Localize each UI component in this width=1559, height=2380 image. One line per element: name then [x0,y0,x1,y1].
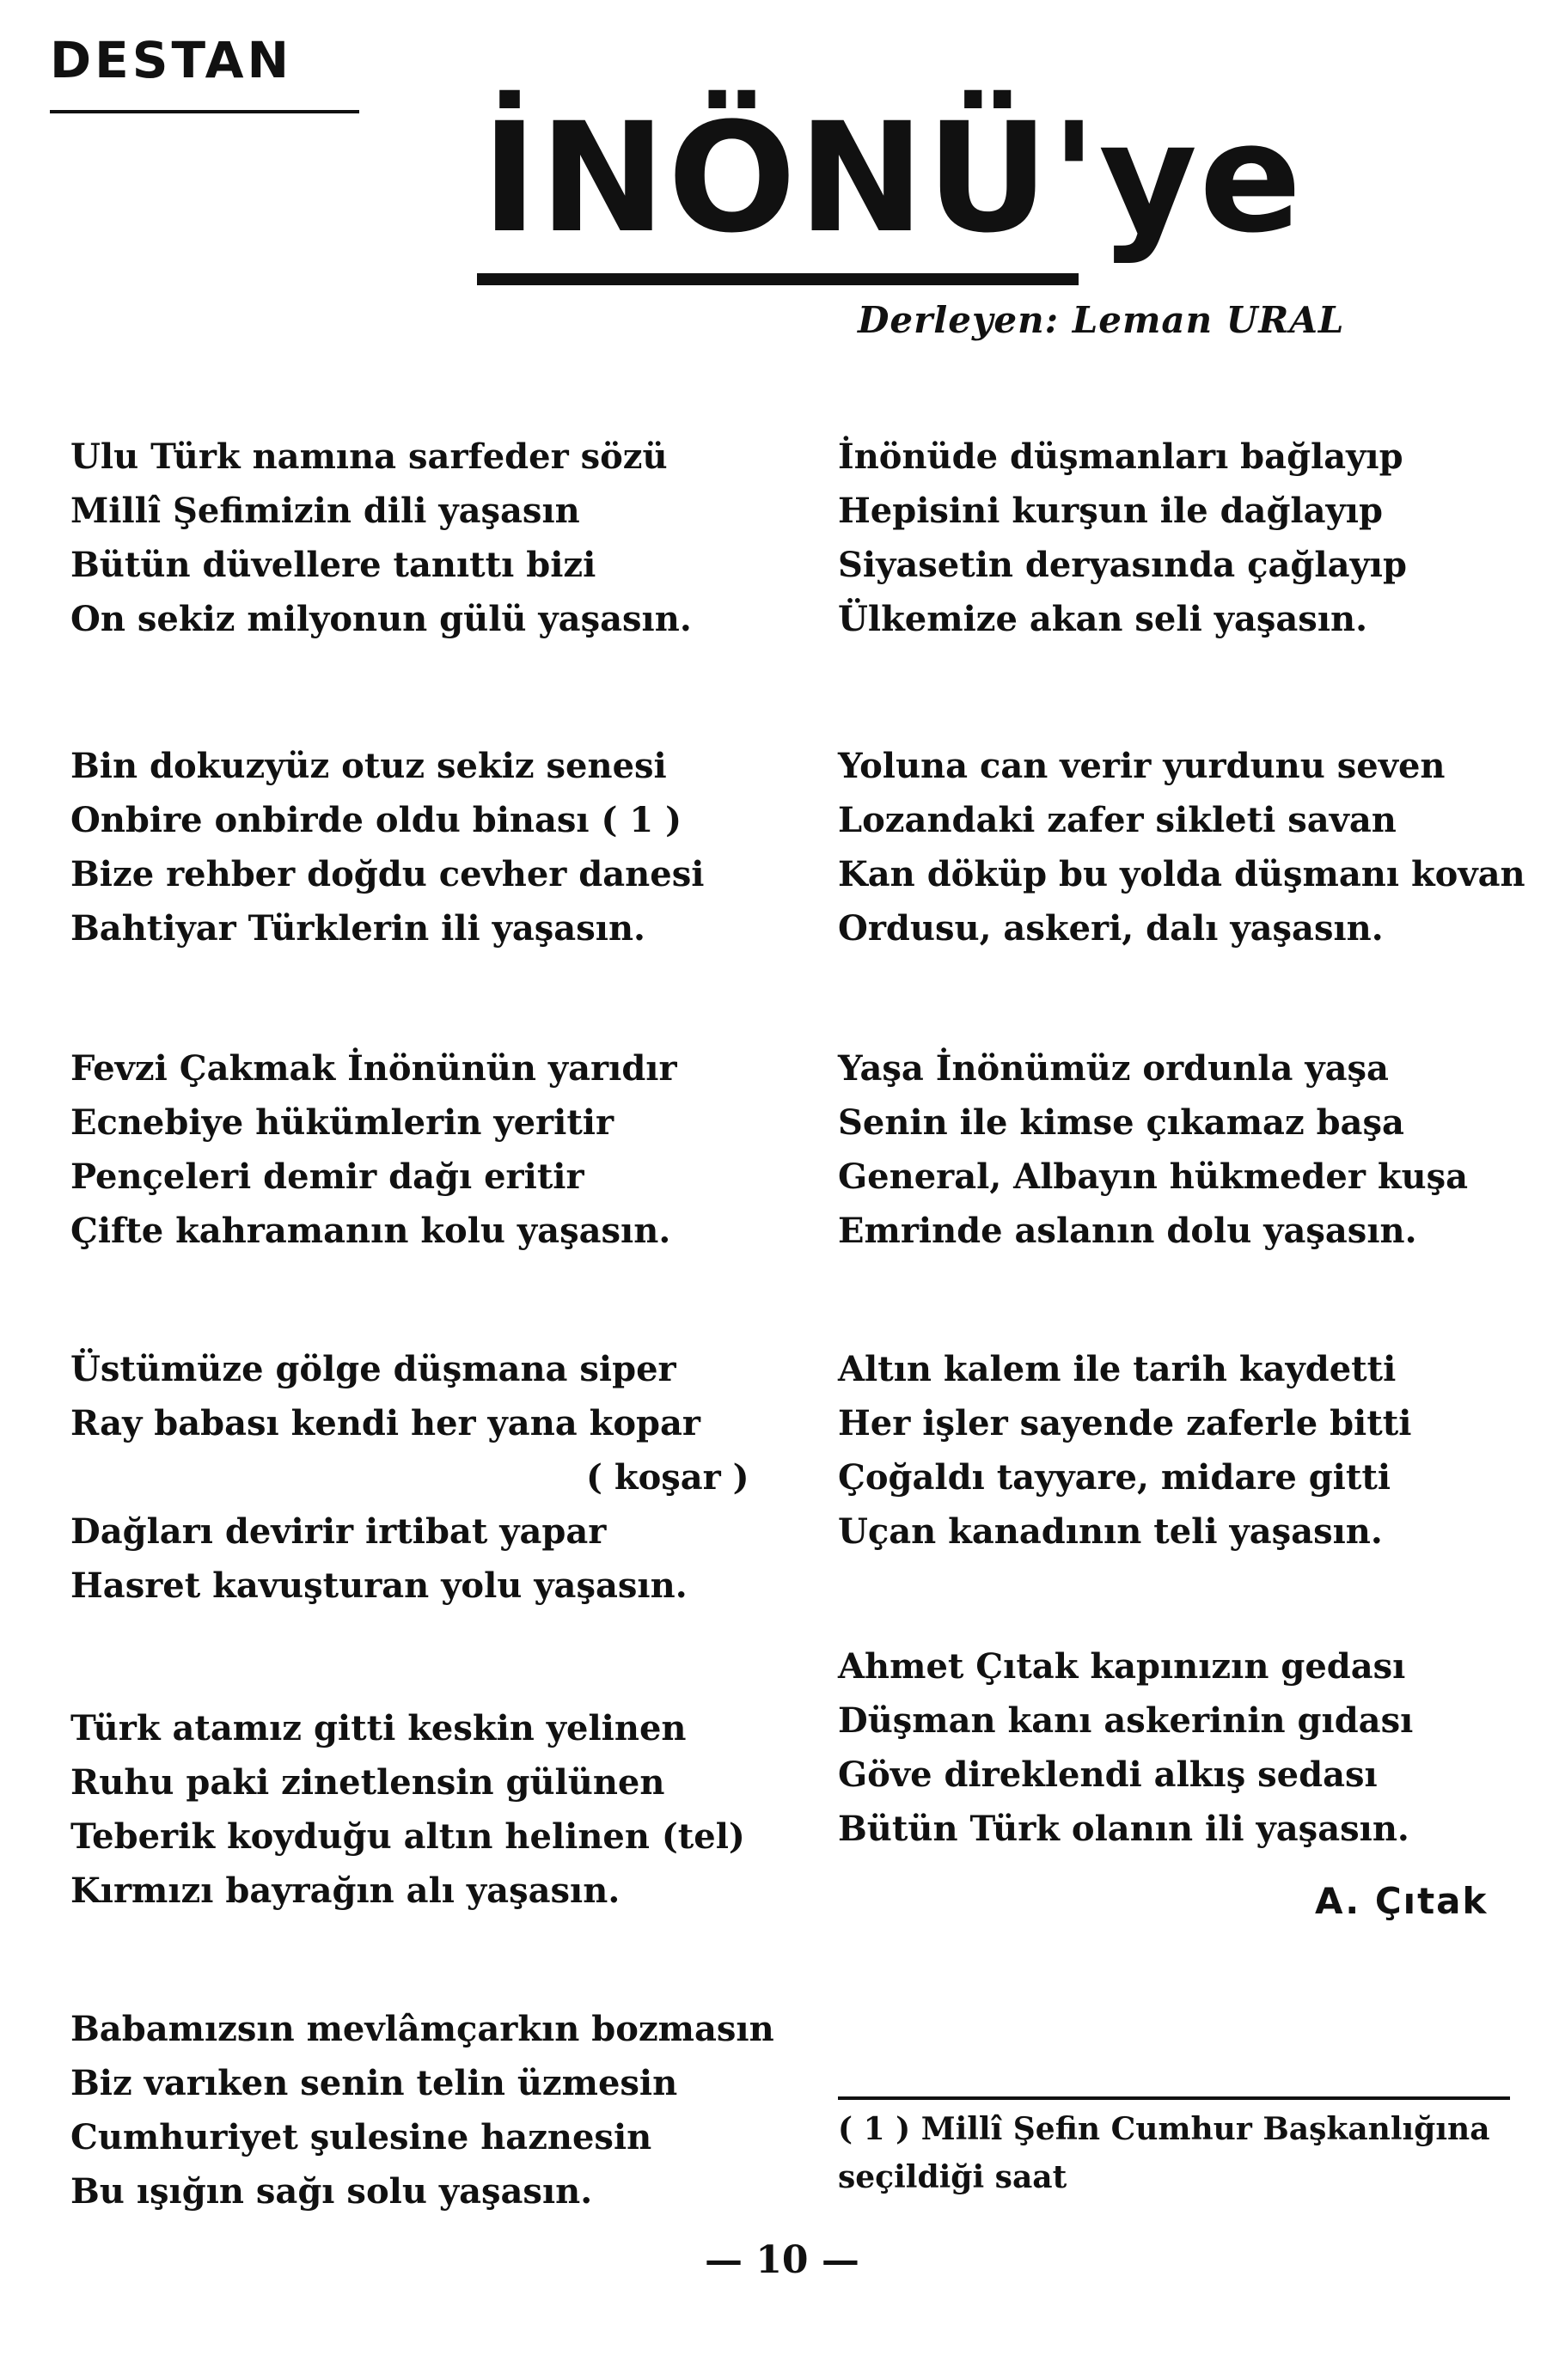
verse-line: Düşman kanı askerinin gıdası [838,1700,1414,1741]
verse-line: Kan döküp bu yolda düşmanı kovan [838,854,1525,894]
verse-line: Bize rehber doğdu cevher danesi [70,854,705,894]
stanza [70,1041,792,1258]
verse-line: Pençeleri demir dağı eritir [70,1156,584,1197]
author-signature: A. Çıtak [1315,1880,1489,1922]
verse-line: Uçan kanadının teli yaşasın. [838,1511,1383,1552]
verse-line: Emrinde aslanın dolu yaşasın. [838,1211,1417,1251]
verse-line: Kırmızı bayrağın alı yaşasın. [70,1870,621,1911]
verse-line: Yoluna can verir yurdunu seven [838,746,1446,786]
verse-line: Hasret kavuşturan yolu yaşasın. [70,1565,688,1606]
verse-line: Ordusu, askeri, dalı yaşasın. [838,908,1384,949]
verse-line: Bütün düvellere tanıttı bizi [70,545,596,585]
footnote-line: ( 1 ) Millî Şefin Cumhur Başkanlığına [838,2111,1490,2147]
section-tag: DESTAN [50,31,293,89]
verse-line: Yaşa İnönümüz ordunla yaşa [838,1048,1389,1089]
stanza [838,430,1559,646]
verse-line: Senin ile kimse çıkamaz başa [838,1102,1404,1143]
verse-line: On sekiz milyonun gülü yaşasın. [70,599,692,639]
verse-line: Babamızsın mevlâmçarkın bozmasın [70,2009,774,2049]
section-underline [50,110,359,113]
verse-line: Teberik koyduğu altın helinen (tel) [70,1816,745,1857]
title-rule [477,273,1079,285]
verse-line: Lozandaki zafer sikleti savan [838,800,1397,840]
page-number: — 10 — [705,2238,859,2282]
verse-line: Ray babası kendi her yana kopar [70,1403,700,1443]
verse-line: Her işler sayende zaferle bitti [838,1403,1412,1443]
verse-line: Ahmet Çıtak kapınızın gedası [838,1646,1406,1687]
verse-line: İnönüde düşmanları bağlayıp [838,436,1403,477]
byline: Derleyen: Leman URAL [858,299,1345,341]
verse-line-continuation: ( koşar ) [586,1457,749,1498]
stanza [70,430,792,646]
stanza [838,1639,1559,1856]
verse-line: Çifte kahramanın kolu yaşasın. [70,1211,671,1251]
verse-line: Hepisini kurşun ile dağlayıp [838,491,1383,531]
verse-line: Fevzi Çakmak İnönünün yarıdır [70,1048,677,1089]
footnote [838,2105,1525,2201]
verse-line: Üstümüze gölge düşmana siper [70,1349,676,1389]
verse-line: Millî Şefimizin dili yaşasın [70,491,580,531]
verse-line: General, Albayın hükmeder kuşa [838,1156,1469,1197]
verse-line: Biz varıken senin telin üzmesin [70,2063,678,2103]
verse-line: Göve direklendi alkış sedası [838,1754,1378,1795]
verse-line: Bütün Türk olanın ili yaşasın. [838,1809,1409,1849]
footnote-line: seçildiği saat [838,2159,1067,2195]
verse-line: Bahtiyar Türklerin ili yaşasın. [70,908,645,949]
verse-line: Bin dokuzyüz otuz sekiz senesi [70,746,667,786]
verse-line: Onbire onbirde oldu binası ( 1 ) [70,800,682,840]
verse-line: Ulu Türk namına sarfeder sözü [70,436,668,477]
verse-line: Ruhu paki zinetlensin gülünen [70,1762,665,1803]
stanza [838,1041,1559,1258]
stanza [70,1342,792,1613]
verse-line: Türk atamız gitti keskin yelinen [70,1708,687,1748]
stanza [70,2002,792,2218]
stanza [838,739,1559,955]
verse-line: Siyasetin deryasında çağlayıp [838,545,1407,585]
footnote-rule [838,2096,1510,2100]
verse-line: Altın kalem ile tarih kaydetti [838,1349,1397,1389]
page-title: İNÖNÜ'ye [481,90,1304,266]
verse-line: Cumhuriyet şulesine haznesin [70,2117,652,2157]
stanza [70,739,792,955]
stanza [70,1701,792,1918]
verse-line: Ülkemize akan seli yaşasın. [838,599,1368,639]
verse-line: Dağları devirir irtibat yapar [70,1511,607,1552]
verse-line: Ecnebiye hükümlerin yeritir [70,1102,614,1143]
verse-line: Bu ışığın sağı solu yaşasın. [70,2171,593,2212]
verse-line: Çoğaldı tayyare, midare gitti [838,1457,1391,1498]
stanza [838,1342,1559,1559]
